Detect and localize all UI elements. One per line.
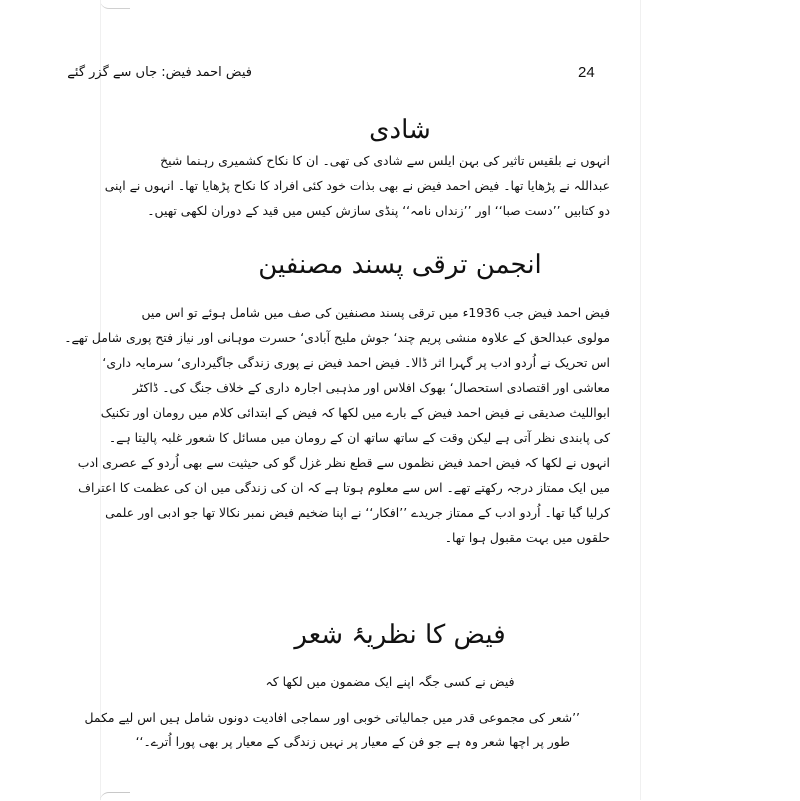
paragraph-progressive-writers	[64, 300, 610, 550]
text-line: انہوں نے لکھا کہ فیض احمد فیض نظموں سے قطع نظر غزل گو کی حیثیت سے بھی اُردو کے عصری ادب	[77, 455, 610, 470]
text-line: معاشی اور اقتصادی استحصال‘ بھوک افلاس اور مذہبی اجارہ داری کے خلاف جنگ کی۔ ڈاکٹر	[132, 380, 610, 395]
quote-intro: فیض نے کسی جگہ اپنے ایک مضمون میں لکھا کہ	[265, 674, 515, 689]
quote-line: طور پر اچھا شعر وہ ہے جو فن کے معیار پر نہیں زندگی کے معیار پر بھی پورا اُترے۔‘‘	[135, 734, 570, 749]
text-line: میں ایک ممتاز درجہ رکھتے تھے۔ اس سے معلوم ہوتا ہے کہ ان کی زندگی میں ان کی عظمت کا اعتراف	[78, 480, 610, 495]
text-line: کرلیا گیا تھا۔ اُردو ادب کے ممتاز جریدے ’’افکار‘‘ نے اپنا ضخیم فیض نمبر نکالا تھا جو ادبی اور علمی	[105, 505, 610, 520]
text-line: دو کتابیں ’’دست صبا‘‘ اور ’’زنداں نامہ‘‘ پنڈی سازش کیس میں قید کے دوران لکھی تھیں۔	[147, 203, 610, 218]
paragraph-marriage	[104, 148, 610, 223]
text-line: عبداللہ نے پڑھایا تھا۔ فیض احمد فیض نے بھی بذات خود کئی افراد کا نکاح پڑھایا تھا۔ انہوں نے اپنی	[104, 178, 610, 193]
section-heading-progressive-writers: انجمن ترقی پسند مصنفین	[258, 250, 542, 280]
page-number: 24	[578, 64, 595, 81]
page-curl-top	[100, 0, 130, 9]
text-line: انہوں نے بلقیس تاثیر کی بہن ایلس سے شادی کی تھی۔ ان کا نکاح کشمیری رہنما شیخ	[160, 153, 610, 168]
text-line: ابواللیث صدیقی نے فیض احمد فیض کے بارے میں لکھا کہ فیض کے ابتدائی کلام میں رومان اور تکنیک	[100, 405, 610, 420]
block-quote	[84, 706, 580, 754]
text-line: حلقوں میں بہت مقبول ہوا تھا۔	[444, 530, 610, 545]
running-title: فیض احمد فیض: جاں سے گزر گئے	[67, 65, 252, 80]
page-edge-right	[640, 0, 641, 800]
page-curl-bottom	[100, 792, 130, 801]
text-line: کی پابندی نظر آتی ہے لیکن وقت کے ساتھ ساتھ ان کے رومان میں مسائل کا شعور غلبہ پالیتا ہے۔	[108, 430, 610, 445]
section-heading-poetry-theory: فیض کا نظریۂ شعر	[294, 620, 506, 650]
text-line: فیض احمد فیض جب 1936ء میں ترقی پسند مصنفین کی صف میں شامل ہوئے تو اس میں	[141, 305, 610, 320]
section-heading-marriage: شادی	[369, 115, 431, 145]
text-line: مولوی عبدالحق کے علاوہ منشی پریم چند‘ جوش ملیح آبادی‘ حسرت موہانی اور نیاز فتح پوری شامل تھے۔	[64, 330, 610, 345]
quote-line: ’’شعر کی مجموعی قدر میں جمالیاتی خوبی اور سماجی افادیت دونوں شامل ہیں اس لیے مکمل	[84, 710, 580, 725]
text-line: اس تحریک نے اُردو ادب پر گہرا اثر ڈالا۔ فیض احمد فیض نے پوری زندگی جاگیرداری‘ سرمایہ داری‘	[102, 355, 610, 370]
